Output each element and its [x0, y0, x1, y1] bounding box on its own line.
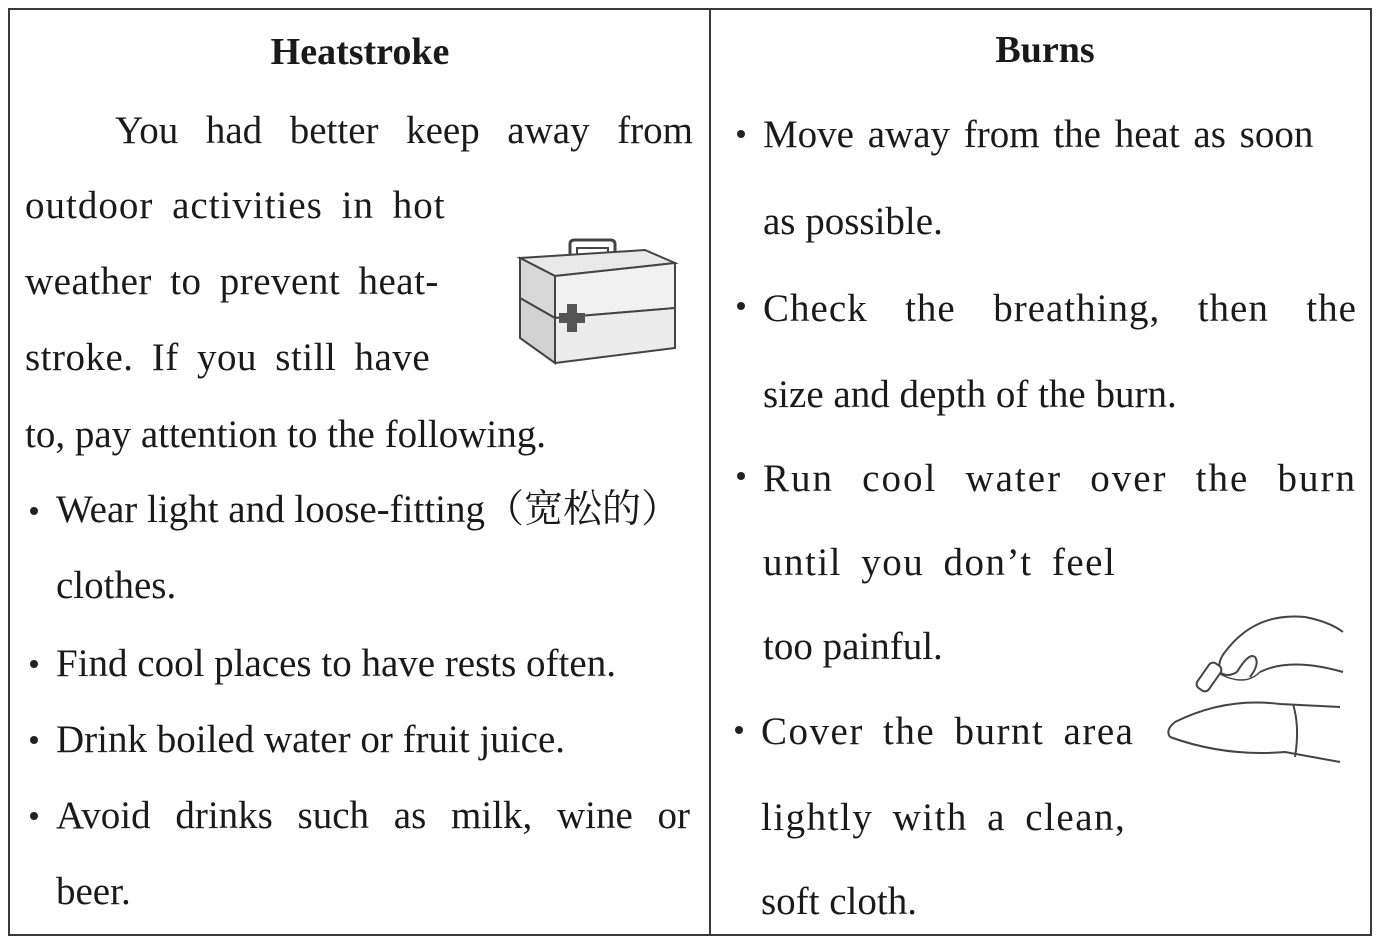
bullet-dot: [737, 302, 745, 310]
hand-applying-cream-icon: [1165, 612, 1350, 772]
bullet-dot: [30, 507, 38, 515]
bullet-dot: [737, 130, 745, 138]
heatstroke-bullet-text: beer.: [56, 870, 131, 913]
burns-bullet-text: soft cloth.: [761, 880, 917, 923]
heatstroke-bullet-text: Find cool places to have rests often.: [56, 642, 616, 685]
heatstroke-bullet-text: Wear light and loose-fitting（宽松的）: [56, 488, 681, 531]
heatstroke-title: Heatstroke: [270, 31, 450, 73]
burns-bullet-text: Check the breathing, then the: [763, 287, 1357, 330]
burns-bullet-text: lightly with a clean,: [761, 796, 1127, 839]
intro-line: You had better keep away from: [115, 109, 693, 152]
burns-bullet-text: size and depth of the burn.: [763, 373, 1177, 416]
heatstroke-bullet-text: clothes.: [56, 564, 177, 607]
heatstroke-bullet-text: Drink boiled water or fruit juice.: [56, 718, 565, 761]
burns-bullet-text: too painful.: [763, 625, 943, 668]
intro-line: to, pay attention to the following.: [25, 413, 546, 456]
intro-line: outdoor activities in hot: [25, 184, 446, 227]
bullet-dot: [30, 736, 38, 744]
bullet-dot: [735, 726, 743, 734]
burns-bullet-text: as possible.: [763, 200, 943, 243]
burns-bullet-text: Move away from the heat as soon: [763, 113, 1314, 156]
column-divider: [709, 8, 711, 936]
first-aid-kit-icon: [515, 238, 680, 373]
burns-bullet-text: until you don’t feel: [763, 541, 1117, 584]
bullet-dot: [737, 472, 745, 480]
intro-line: weather to prevent heat-: [25, 260, 439, 303]
bullet-dot: [30, 660, 38, 668]
heatstroke-bullet-text: Avoid drinks such as milk, wine or: [56, 794, 690, 837]
intro-line: stroke. If you still have: [25, 336, 431, 379]
burns-bullet-text: Run cool water over the burn: [763, 457, 1357, 500]
bullet-dot: [30, 812, 38, 820]
burns-title: Burns: [995, 29, 1095, 71]
burns-bullet-text: Cover the burnt area: [761, 710, 1135, 753]
